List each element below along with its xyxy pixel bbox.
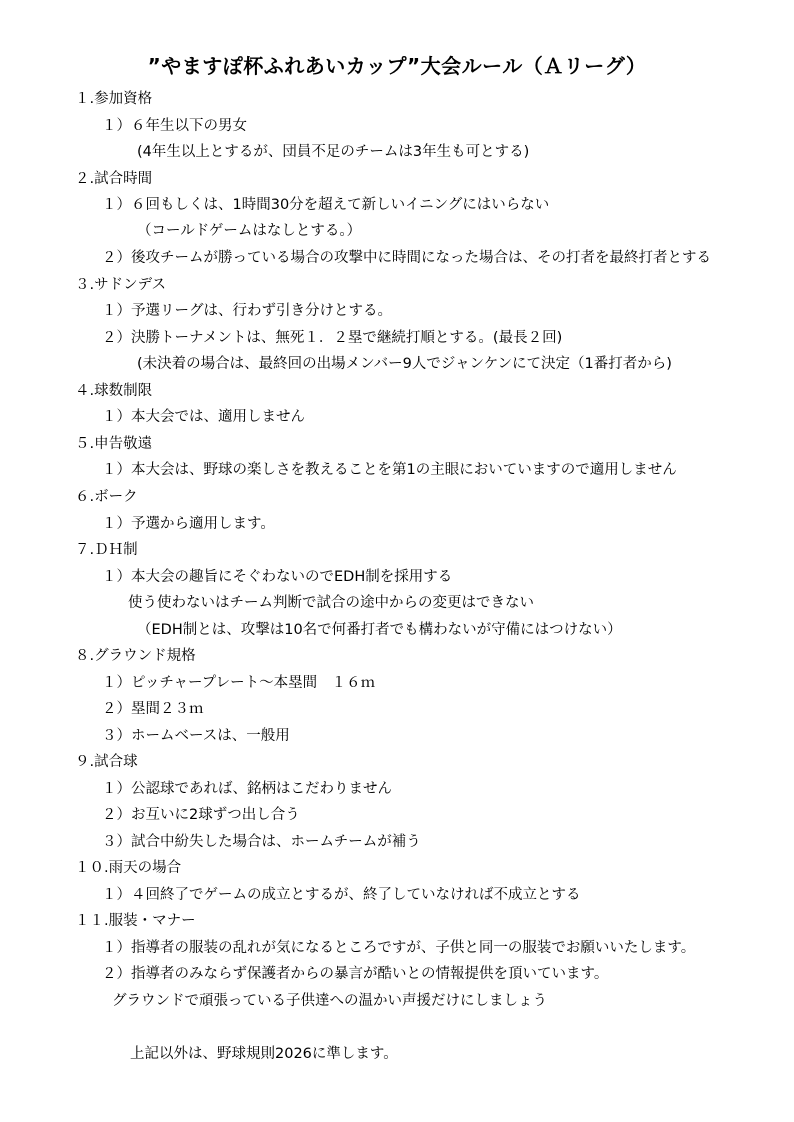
rule-note: 使う使わないはチーム判断で試合の途中からの変更はできない [128, 595, 534, 611]
section-heading: ２.試合時間 [75, 171, 153, 187]
rule-note: グラウンドで頑張っている子供達への温かい声援だけにしましょう [112, 993, 547, 1009]
section-heading: １０.雨天の場合 [75, 860, 182, 876]
rule-item: ３）ホームベースは、一般用 [102, 728, 290, 744]
rule-item: １）ピッチャープレート～本塁間 １６ｍ [102, 675, 376, 691]
rule-item: １）公認球であれば、銘柄はこだわりません [102, 781, 392, 797]
rule-item: １）４回終了でゲームの成立とするが、終了していなければ不成立とする [102, 887, 581, 903]
section-heading: １１.服装・マナー [75, 913, 196, 929]
section-heading: ７.ＤＨ制 [75, 542, 138, 558]
section-heading: ５.申告敬遠 [75, 436, 153, 452]
rule-note: (4年生以上とするが、団員不足のチームは3年生も可とする) [137, 144, 530, 160]
document-title: ”やますぽ杯ふれあいカップ”大会ルール（Ａリーグ） [147, 54, 647, 78]
rule-item: ２）後攻チームが勝っている場合の攻撃中に時間になった場合は、その打者を最終打者とする [102, 250, 711, 266]
section-heading: ６.ボーク [75, 489, 138, 505]
section-heading: ８.グラウンド規格 [75, 648, 196, 664]
rule-item: ２）決勝トーナメントは、無死１．２塁で継続打順とする。(最長２回) [102, 330, 563, 346]
rule-note: （EDH制とは、攻撃は10名で何番打者でも構わないが守備にはつけない） [137, 622, 622, 638]
rule-item: １）予選から適用します。 [102, 516, 275, 532]
section-heading: ３.サドンデス [75, 277, 167, 293]
rule-item: ３）試合中紛失した場合は、ホームチームが補う [102, 834, 421, 850]
section-heading: ４.球数制限 [75, 383, 153, 399]
rule-item: １）指導者の服装の乱れが気になるところですが、子供と同一の服装でお願いいたします。 [102, 940, 696, 956]
rule-item: １）本大会の趣旨にそぐわないのでEDH制を採用する [102, 569, 453, 585]
section-heading: １.参加資格 [75, 91, 153, 107]
rule-note: (未決着の場合は、最終回の出場メンバー9人でジャンケンにて決定（1番打者から) [137, 356, 672, 372]
rule-item: ２）指導者のみならず保護者からの暴言が酷いとの情報提供を頂いています。 [102, 966, 609, 982]
rule-item: １）本大会では、適用しません [102, 409, 305, 425]
closing-note: 上記以外は、野球規則2026に準します。 [130, 1046, 398, 1062]
rule-item: ２）お互いに2球ずつ出し合う [102, 807, 300, 823]
rule-item: １）６年生以下の男女 [102, 118, 247, 134]
rule-item: ２）塁間２３ｍ [102, 701, 204, 717]
rule-item: １）本大会は、野球の楽しさを教えることを第1の主眼においていますので適用しません [102, 462, 677, 478]
rule-note: （コールドゲームはなしとする。） [137, 223, 362, 239]
section-heading: ９.試合球 [75, 754, 138, 770]
rule-item: １）予選リーグは、行わず引き分けとする。 [102, 303, 392, 319]
rule-item: １）６回もしくは、1時間30分を超えて新しいイニングにはいらない [102, 197, 550, 213]
